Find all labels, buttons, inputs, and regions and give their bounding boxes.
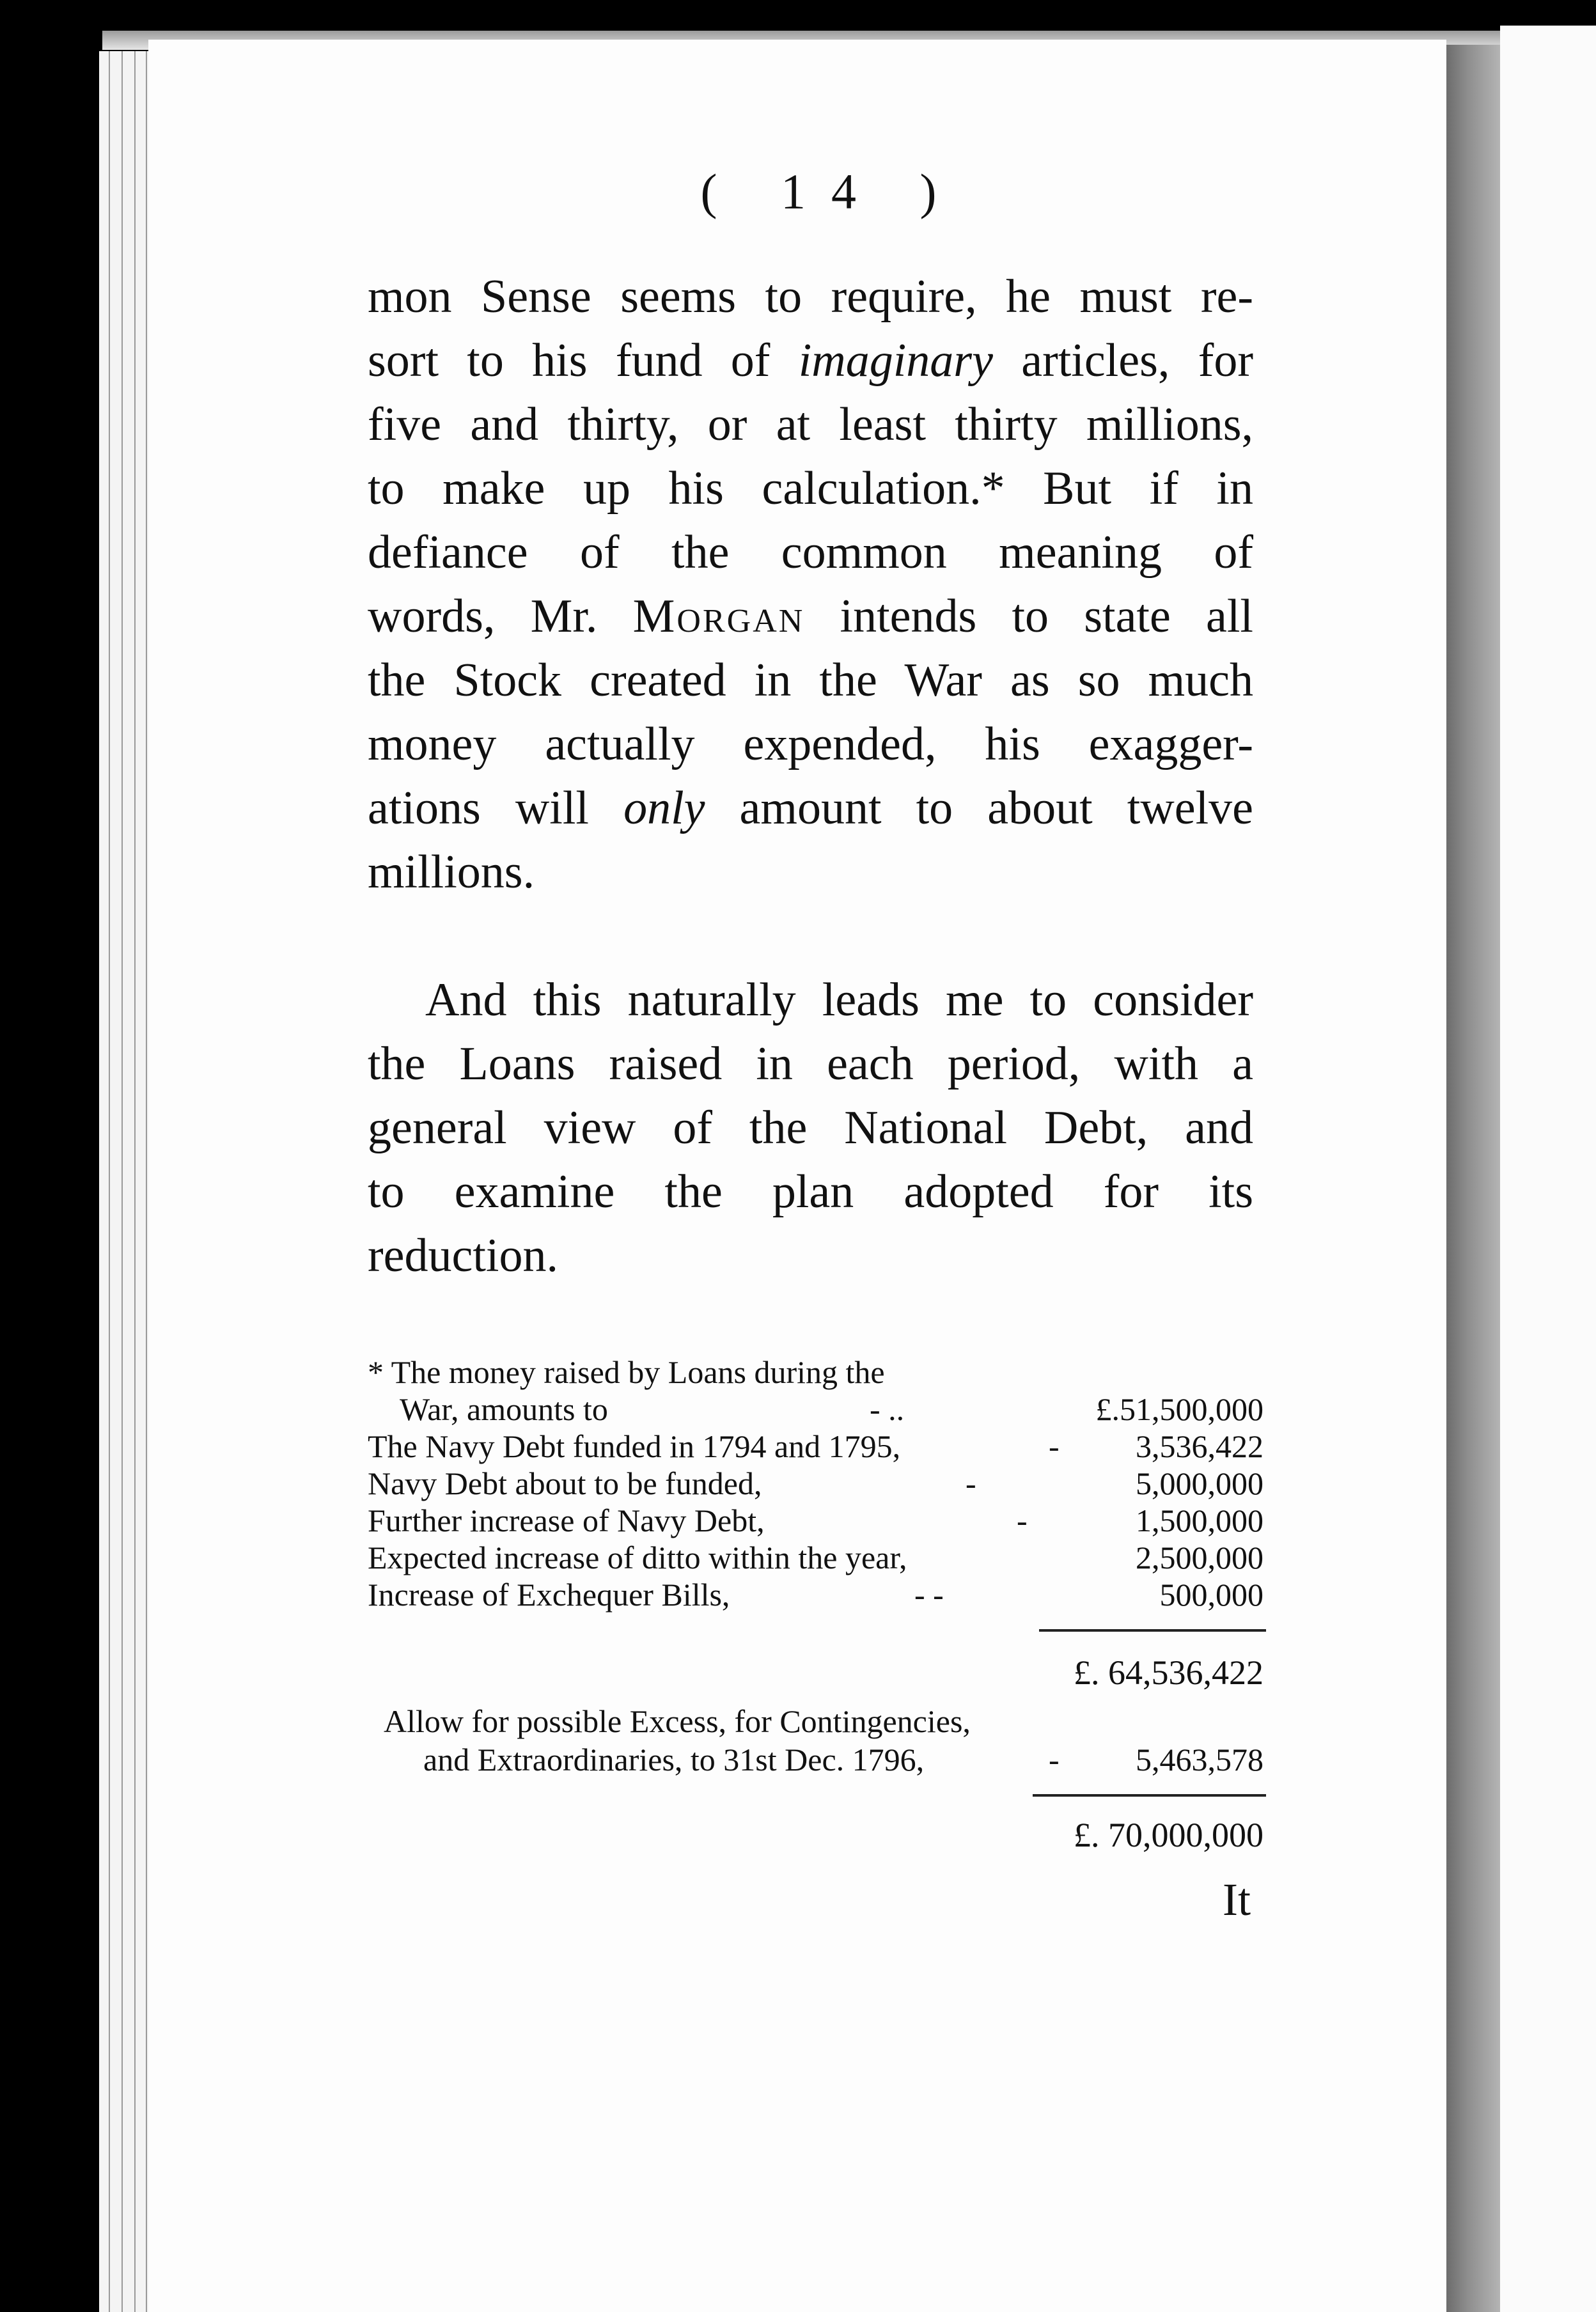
footnote-label: * The money raised by Loans during the xyxy=(368,1354,885,1390)
footnote-label: War, amounts to xyxy=(400,1391,608,1427)
footnote-amount: £.51,500,000 xyxy=(1095,1391,1264,1427)
footnote-dashes: - .. xyxy=(870,1391,905,1427)
text-line: ations will only amount to about twelve xyxy=(368,782,1253,834)
text-line: money actually expended, his exagger- xyxy=(368,718,1253,770)
text-line: sort to his fund of imaginary articles, for xyxy=(368,334,1253,387)
page-number-header: ( 14 ) xyxy=(700,164,962,219)
text-line: millions. xyxy=(368,846,535,898)
footnote-label: Allow for possible Excess, for Contingencies, xyxy=(384,1703,971,1739)
page-edges xyxy=(99,51,150,2312)
footnote-label: Further increase of Navy Debt, xyxy=(368,1503,765,1538)
small-caps-name: Morgan xyxy=(632,590,805,643)
page-edge-line-2 xyxy=(121,51,123,2312)
page-edge-line-4 xyxy=(146,51,147,2312)
gutter-shadow xyxy=(1446,45,1500,2312)
footnote-amount: 5,000,000 xyxy=(1136,1465,1264,1501)
text-line: five and thirty, or at least thirty millions, xyxy=(368,398,1253,451)
text-line: to make up his calculation.* But if in xyxy=(368,462,1253,515)
emphasis: imaginary xyxy=(798,334,993,387)
sum-rule xyxy=(1033,1794,1266,1797)
text-line: And this naturally leads me to consider xyxy=(425,974,1253,1026)
text-line: words, Mr. Morgan intends to state all xyxy=(368,590,1253,643)
text-line: general view of the National Debt, and xyxy=(368,1102,1253,1154)
footnote-total: £. 70,000,000 xyxy=(1074,1816,1264,1854)
facing-page-edge xyxy=(1500,26,1596,2312)
footnote-amount: 5,463,578 xyxy=(1136,1742,1264,1777)
sum-rule xyxy=(1039,1629,1266,1632)
text-line: the Loans raised in each period, with a xyxy=(368,1038,1253,1090)
page-edge-line-3 xyxy=(134,51,136,2312)
footnote-label: Navy Debt about to be funded, xyxy=(368,1465,762,1501)
footnote-amount: 3,536,422 xyxy=(1136,1428,1264,1464)
footnote-amount: 500,000 xyxy=(1159,1577,1264,1613)
footnote-amount: 2,500,000 xyxy=(1136,1540,1264,1575)
footnote-dashes: - - xyxy=(914,1577,944,1613)
footnote-label: and Extraordinaries, to 31st Dec. 1796, xyxy=(423,1742,925,1777)
footnote-dashes: - xyxy=(1017,1503,1028,1538)
footnote-label: The Navy Debt funded in 1794 and 1795, xyxy=(368,1428,901,1464)
emphasis: only xyxy=(623,782,705,834)
text-line: the Stock created in the War as so much xyxy=(368,654,1253,707)
footnote-subtotal: £. 64,536,422 xyxy=(1074,1653,1264,1692)
catchword: It xyxy=(1223,1874,1251,1925)
footnote-dashes: - xyxy=(1049,1742,1060,1777)
footnote-label: Increase of Exchequer Bills, xyxy=(368,1577,730,1613)
text-line: reduction. xyxy=(368,1230,558,1282)
text-line: defiance of the common meaning of xyxy=(368,526,1253,579)
text-line: to examine the plan adopted for its xyxy=(368,1166,1253,1218)
footnote-label: Expected increase of ditto within the year, xyxy=(368,1540,907,1575)
footnote-dashes: - xyxy=(966,1465,976,1501)
page-edge-line-1 xyxy=(109,51,110,2312)
text-line: mon Sense seems to require, he must re- xyxy=(368,270,1253,323)
footnote-dashes: - xyxy=(1049,1428,1060,1464)
footnote-amount: 1,500,000 xyxy=(1136,1503,1264,1538)
